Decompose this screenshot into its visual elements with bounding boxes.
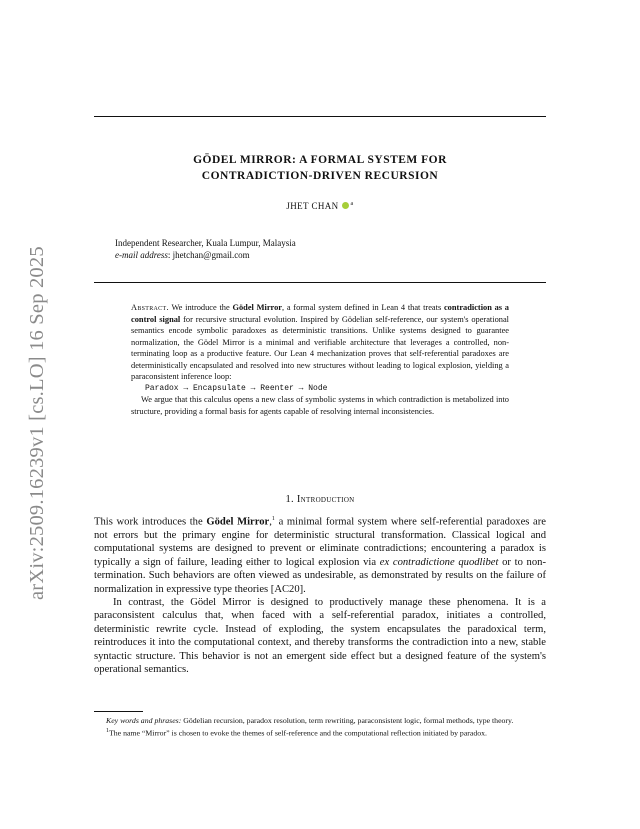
footnote-1-text: The name “Mirror” is chosen to evoke the themes of self-reference and the computational reflection initiated by paradox. xyxy=(109,728,487,738)
arxiv-identifier[interactable]: arXiv:2509.16239v1 [cs.LO] 16 Sep 2025 xyxy=(26,246,48,600)
footnote-1 xyxy=(94,726,546,739)
footnotes xyxy=(94,715,546,739)
title-line-2: CONTRADICTION-DRIVEN RECURSION xyxy=(201,170,439,182)
abstract-label: Abstract. xyxy=(131,303,169,312)
footnote-1-marker: 1 xyxy=(106,728,109,734)
body-text-run: or to non-termination. Such behaviors are often viewed as undesirable, as demonstrated by results on the failure of normalization in expressive type theories [AC20]. xyxy=(94,556,546,595)
abstract-bold-phrase: contradiction as a control signal xyxy=(131,303,509,324)
footnote-rule xyxy=(94,711,143,712)
abstract-text: We introduce the xyxy=(168,303,233,312)
affiliation-block xyxy=(115,237,535,261)
affiliation-institution: Independent Researcher, Kuala Lumpur, Malaysia xyxy=(115,238,296,248)
header-separator-rule xyxy=(94,282,546,283)
email-label: e-mail address xyxy=(115,250,168,260)
footnote-marker[interactable]: 1 xyxy=(271,516,275,522)
abstract-bold-term: Gödel Mirror xyxy=(232,303,283,312)
abstract xyxy=(131,302,509,417)
author-line xyxy=(94,201,546,211)
body-text-run: a minimal formal system where self-referential paradoxes are not errors but the primary engine for deterministic structural transformation. Classical logical and computational systems are designed to prevent or eliminate contradictions; encountering a paradox is typically a sign of failure, leading either to logical explosion via xyxy=(94,516,546,568)
body-text-run: This work introduces the xyxy=(94,516,207,528)
section-heading xyxy=(94,494,546,505)
section-number: 1. xyxy=(285,494,294,505)
keywords-text: Gödelian recursion, paradox resolution, term rewriting, paraconsistent logic, formal methods, type theory. xyxy=(181,716,514,725)
title-line-1: GÖDEL MIRROR: A FORMAL SYSTEM FOR xyxy=(193,154,447,166)
abstract-paragraph-1 xyxy=(131,302,509,383)
orcid-icon[interactable] xyxy=(342,202,349,209)
author-name: JHET CHAN xyxy=(286,201,339,211)
body-paragraph-1: This work introduces the Gödel Mirror,$^1$ a minimal formal system where self-referential paradoxes are not errors but the primary engine for deterministic structural transformation. Classical logical and computational systems are designed to prevent or eliminate contradictions; encountering a paradox is typically a sign of failure, leading either to logical explosion via ex contradictione quodlibet or to non-termination. Such behaviors are often viewed as undesirable, as demonstrated by results on the failure of normalization in expressive type theories [AC20]. xyxy=(94,516,546,595)
top-rule xyxy=(94,116,546,117)
abstract-text: for recursive structural evolution. Inspired by Gödelian self-reference, our system's operational semantics encode symbolic paradoxes as deterministic transitions. Unlike systems designed to guarantee normalization, the Gödel Mirror is a minimal and verifiable architecture that leverages a controlled, non-terminating loop as a productive feature. Our Lean 4 mechanization proves that self-referential paradoxes are deterministically encapsulated and resolved into new structures without leading to logical explosion, yielding a paraconsistent inference loop: xyxy=(131,314,510,381)
paper-title xyxy=(94,152,546,184)
keywords-label: Key words and phrases: xyxy=(106,716,182,725)
affiliation-email-line xyxy=(115,249,535,261)
keywords-footnote xyxy=(94,715,546,726)
author-marker: a xyxy=(350,201,354,207)
abstract-paragraph-2: We argue that this calculus opens a new class of symbolic systems in which contradiction is metabolized into structure, providing a formal basis for agents capable of resolving internal inconsistencies. xyxy=(131,395,509,416)
body-text xyxy=(94,513,546,676)
body-bold-term: Gödel Mirror xyxy=(206,516,270,528)
abstract-text: , a formal system defined in Lean 4 that treats xyxy=(282,303,444,312)
email-address[interactable]: : jhetchan@gmail.com xyxy=(167,250,250,260)
body-italic-phrase: ex contradictione quodlibet xyxy=(379,556,499,568)
body-paragraph-2: In contrast, the Gödel Mirror is designed to productively manage these phenomena. It is a paraconsistent calculus that, when faced with a self-referential paradox, initiates a controlled, deterministic rewrite cycle. Instead of exploding, the system encapsulates the paradoxical term, reintroduces it into the computational context, and thereby transforms the contradiction into a new, stable syntactic structure. This behavior is not an emergent side effect but a designed feature of the system's operational semantics. xyxy=(94,596,546,675)
section-title: Introduction xyxy=(296,494,355,505)
inference-loop: Paradox → Encapsulate → Reenter → Node xyxy=(145,383,328,393)
